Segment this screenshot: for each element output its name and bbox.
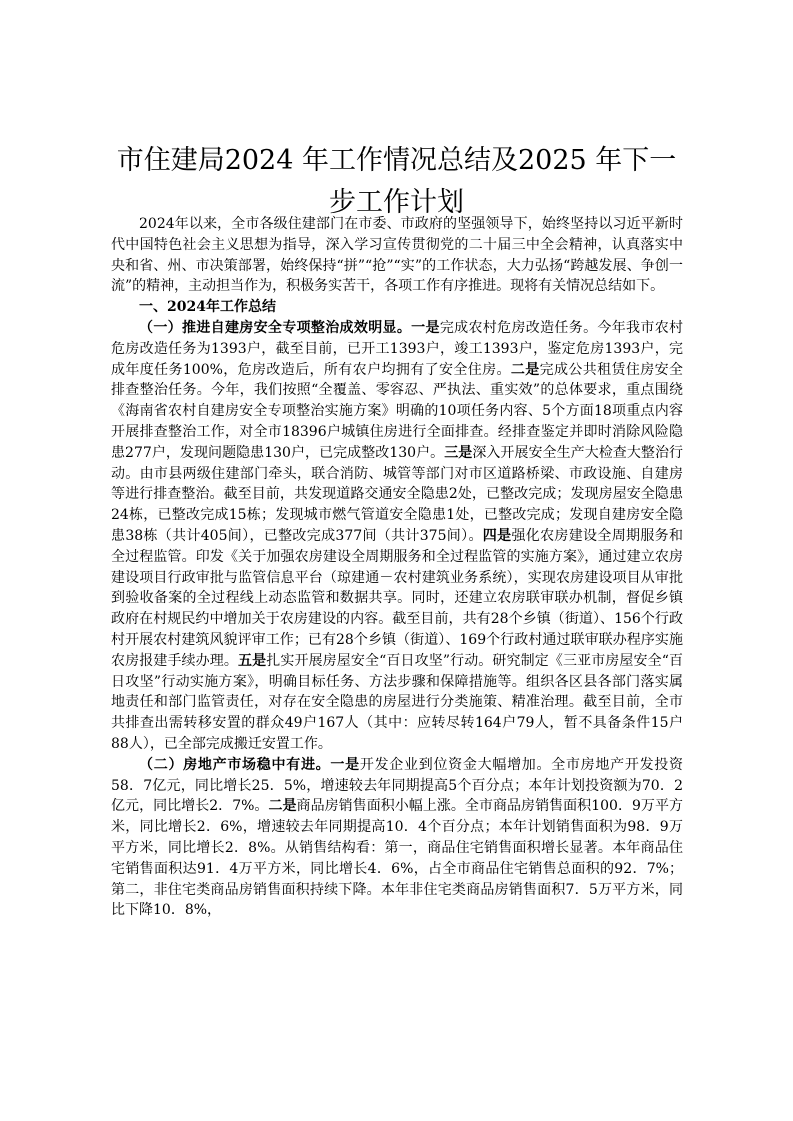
paragraph-real-estate <box>111 755 683 921</box>
item-text: 强化农房建设全周期服务和全过程监管。印发《关于加强农房建设全周期服务和全过程监管的实施方案》，通过建立农房建设项目行政审批与监管信息平台（琼建通－农村建筑业务系统），实现农房建设项目从审批到验收备案的全过程线上动态监管和数据共享。同时，还建立农房联审联办机制，督促乡镇政府在村规民约中增加关于农房建设的内容。截至目前，共有28个乡镇（街道）、156个行政村开展农村建筑风貌评审工作；已有28个乡镇（街道）、169个行政村通过联审联办程序实施农房报建手续办理。 <box>111 527 684 669</box>
document-body <box>111 214 683 921</box>
paragraph-housing-safety <box>111 318 683 755</box>
item-text: 扎实开展房屋安全“百日攻坚”行动。研究制定《三亚市房屋安全“百日攻坚”行动实施方案》，明确目标任务、方法步骤和保障措施等。组织各区县各部门落实属地责任和部门监管责任，对存在安全隐患的房屋进行分类施策、精准治理。截至目前，全市共排查出需转移安置的群众49户167人（其中：应转尽转164户79人，暂不具备条件15户88人），已全部完成搬迁安置工作。 <box>111 652 684 752</box>
intro-paragraph: 2024年以来，全市各级住建部门在市委、市政府的坚强领导下，始终坚持以习近平新时代中国特色社会主义思想为指导，深入学习宣传贯彻党的二十届三中全会精神，认真落实中央和省、州、市决策部署，始终保持“拼”“抢”“实”的工作状态，大力弘扬“跨越发展、争创一流”的精神，主动担当作为，积极务实苦干，各项工作有序推进。现将有关情况总结如下。 <box>111 216 683 295</box>
item-text: 开发企业到位资金大幅增加。全市房地产开发投资58．7亿元，同比增长25．5%，增速较去年同期提高5个百分点；本年计划投资额为70．2亿元，同比增长2．7%。 <box>111 756 684 815</box>
item-text: 商品房销售面积小幅上涨。全市商品房销售面积100．9万平方米，同比增长2．6%，增速较去年同期提高10．4个百分点；本年计划销售面积为98．9万平方米，同比增长2．8%。从销售结构看：第一，商品住宅销售面积增长显著。本年商品住宅销售面积达91．4万平方米，同比增长4．6%，占全市商品住宅销售总面积的92．7%；第二，非住宅类商品房销售面积持续下降。本年非住宅类商品房销售面积7．5万平方米，同比下降10．8%， <box>111 798 683 919</box>
paragraph-heading: （一）推进自建房安全专项整治成效明显。 <box>139 319 412 336</box>
document-title: 市住建局2024 年工作情况总结及2025 年下一步工作计划 <box>116 145 677 218</box>
paragraph-heading: （二）房地产市场稳中有进。 <box>139 756 331 773</box>
item-marker: 二是 <box>268 798 297 815</box>
item-marker: 一是 <box>411 319 440 336</box>
item-marker: 四是 <box>482 527 512 544</box>
item-text: 完成农村危房改造任务。今年我市农村危房改造任务为1393户，截至目前，已开工1393户，竣工1393户，鉴定危房1393户，完成年度任务100%，危房改造后，所有农户均拥有了安全住房。 <box>111 319 684 378</box>
item-marker: 二是 <box>510 361 540 378</box>
item-text: 完成公共租赁住房安全排查整治任务。今年，我们按照“全覆盖、零容忍、严执法、重实效”的总体要求，重点围绕《海南省农村自建房安全专项整治实施方案》明确的10项任务内容、5个方面18项重点内容开展排查整治工作，对全市18396户城镇住房进行全面排查。经排查鉴定并即时消除风险隐患277户，发现问题隐患130户，已完成整改130户。 <box>111 361 684 461</box>
item-marker: 三是 <box>444 444 473 461</box>
section-heading: 一、2024年工作总结 <box>139 299 276 316</box>
item-marker: 五是 <box>238 652 267 669</box>
item-text: 深入开展安全生产大检查大整治行动。由市县两级住建部门牵头，联合消防、城管等部门对市区道路桥梁、市政设施、自建房等进行排查整治。截至目前，共发现道路交通安全隐患2处，已整改完成；发现房屋安全隐患24栋，已整改完成15栋；发现城市燃气管道安全隐患1处，已整改完成；发现自建房安全隐患38栋（共计405间），已整改完成377间（共计375间）。 <box>111 444 684 544</box>
item-marker: 一是 <box>330 756 360 773</box>
